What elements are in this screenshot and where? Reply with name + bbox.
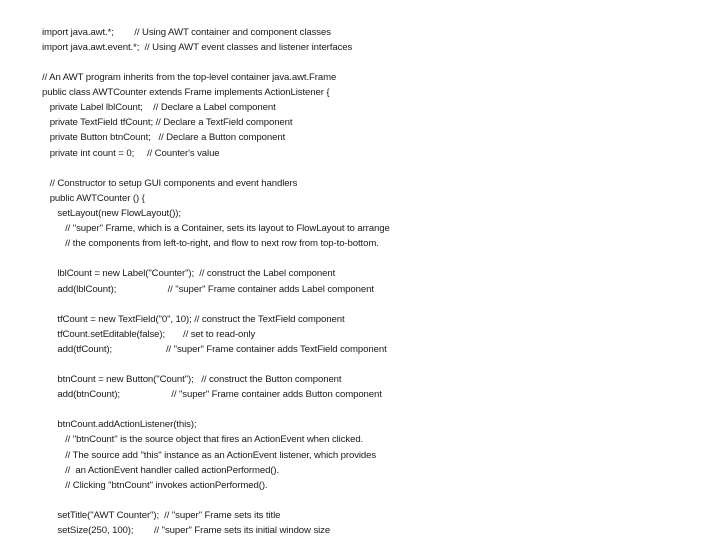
code-line: private int count = 0; // Counter's value bbox=[42, 148, 220, 159]
code-line: // An AWT program inherits from the top-level container java.awt.Frame bbox=[42, 72, 337, 83]
code-line: public class AWTCounter extends Frame implements ActionListener { bbox=[42, 87, 330, 98]
code-line: public AWTCounter () { bbox=[42, 193, 145, 204]
code-line: private Label lblCount; // Declare a Label component bbox=[42, 102, 276, 113]
code-line: add(tfCount); // "super" Frame container adds TextField component bbox=[42, 344, 387, 355]
code-line: lblCount = new Label("Counter"); // construct the Label component bbox=[42, 268, 336, 279]
code-line: private Button btnCount; // Declare a Button component bbox=[42, 132, 286, 143]
code-line: // The source add "this" instance as an ActionEvent listener, which provides bbox=[42, 450, 377, 461]
code-line: // "super" Frame, which is a Container, sets its layout to FlowLayout to arrange bbox=[42, 223, 390, 234]
code-line: btnCount = new Button("Count"); // construct the Button component bbox=[42, 374, 342, 385]
code-line: btnCount.addActionListener(this); bbox=[42, 419, 197, 430]
code-line: setSize(250, 100); // "super" Frame sets its initial window size bbox=[42, 525, 331, 536]
code-line: setLayout(new FlowLayout()); bbox=[42, 208, 181, 219]
code-line: import java.awt.event.*; // Using AWT event classes and listener interfaces bbox=[42, 42, 353, 53]
code-line: tfCount.setEditable(false); // set to read-only bbox=[42, 329, 256, 340]
code-line: tfCount = new TextField("0", 10); // construct the TextField component bbox=[42, 314, 345, 325]
code-line: add(btnCount); // "super" Frame container adds Button component bbox=[42, 389, 382, 400]
code-line: import java.awt.*; // Using AWT container and component classes bbox=[42, 27, 331, 38]
code-line: add(lblCount); // "super" Frame container adds Label component bbox=[42, 284, 374, 295]
code-line: private TextField tfCount; // Declare a TextField component bbox=[42, 117, 293, 128]
code-line: // Constructor to setup GUI components and event handlers bbox=[42, 178, 298, 189]
code-line: // the components from left-to-right, and flow to next row from top-to-bottom. bbox=[42, 238, 379, 249]
code-line: // Clicking "btnCount" invokes actionPerformed(). bbox=[42, 480, 268, 491]
code-line: setTitle("AWT Counter"); // "super" Frame sets its title bbox=[42, 510, 281, 521]
code-line: // an ActionEvent handler called actionPerformed(). bbox=[42, 465, 280, 476]
code-line: // "btnCount" is the source object that fires an ActionEvent when clicked. bbox=[42, 434, 364, 445]
